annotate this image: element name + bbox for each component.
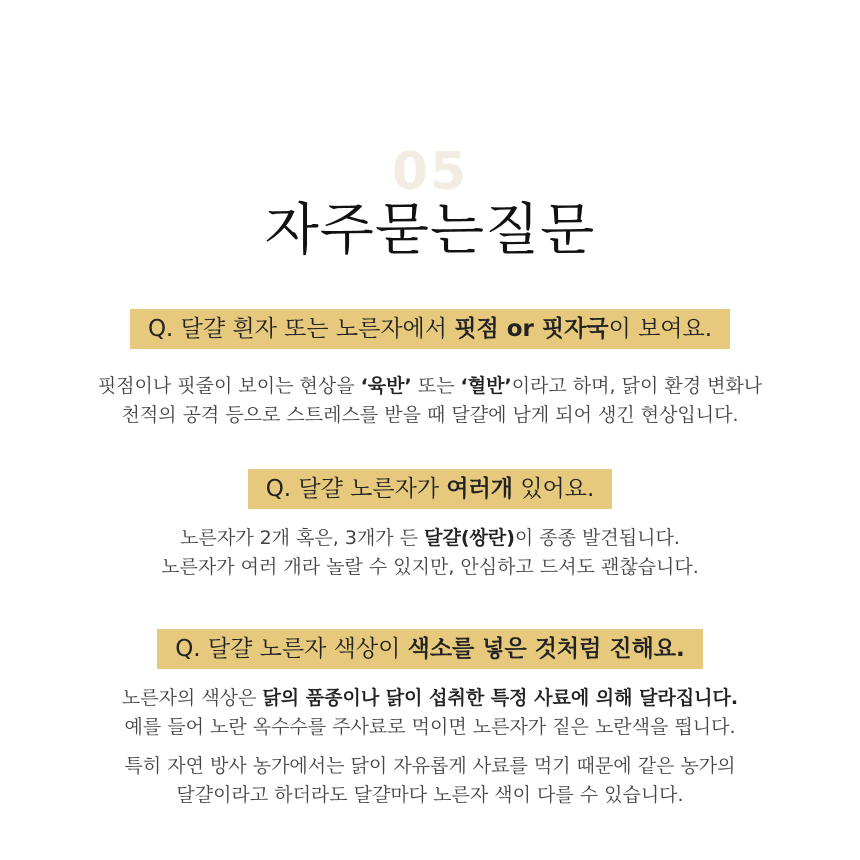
answer-emphasis: 닭의 품종이나 닭이 섭취한 특정 사료에 의해 달라집니다. (262, 687, 739, 709)
answer-line (0, 684, 860, 713)
faq-item (0, 629, 860, 810)
answer-line (0, 524, 860, 553)
answer-text: 이 종종 발견됩니다. (514, 527, 680, 549)
answer-emphasis: ‘혈반’ (460, 375, 512, 397)
answer-line (0, 372, 860, 401)
question-box (130, 309, 730, 349)
faq-item (0, 309, 860, 430)
answer-text: 노른자의 색상은 (121, 687, 263, 709)
answer-emphasis: ‘육반’ (360, 375, 412, 397)
answer-text: 핏점이나 핏줄이 보이는 현상을 (97, 375, 361, 397)
answer-text: 천적의 공격 등으로 스트레스를 받을 때 달걀에 남게 되어 생긴 현상입니다. (121, 404, 739, 426)
answer-text: 달걀이라고 하더라도 달걀마다 노른자 색이 다를 수 있습니다. (176, 784, 684, 806)
section-number: 05 (391, 142, 469, 202)
page-title: 자주묻는질문 (264, 198, 596, 263)
question-prefix: Q. 달걀 노른자가 (265, 476, 447, 502)
answer-line (0, 401, 860, 430)
answer-line (0, 752, 860, 781)
question-suffix: 있어요. (513, 476, 595, 502)
question-box (248, 469, 613, 509)
question-highlight: 여러개 (446, 476, 514, 502)
answer-emphasis: 달걀(쌍란) (424, 527, 515, 549)
answer-text: 노른자가 여러 개라 놀랄 수 있지만, 안심하고 드셔도 괜찮습니다. (161, 556, 699, 578)
answer-text: 노른자가 2개 혹은, 3개가 든 (180, 527, 425, 549)
question-prefix: Q. 달걀 노른자 색상이 (175, 636, 408, 662)
answer-text: 또는 (411, 375, 461, 397)
question-highlight: 색소를 넣은 것처럼 진해요. (407, 636, 685, 662)
question-prefix: Q. 달걀 흰자 또는 노른자에서 (147, 316, 455, 342)
answer-line (0, 713, 860, 742)
answer-text: 특히 자연 방사 농가에서는 닭이 자유롭게 사료를 먹기 때문에 같은 농가의 (124, 755, 736, 777)
answer-line (0, 553, 860, 582)
answer-text: 이라고 하며, 닭이 환경 변화나 (511, 375, 763, 397)
question-highlight: 핏점 or 핏자국 (454, 316, 609, 342)
answer-text: 예를 들어 노란 옥수수를 주사료로 먹이면 노른자가 짙은 노란색을 띕니다. (124, 716, 736, 738)
question-suffix: 이 보여요. (608, 316, 713, 342)
faq-item (0, 469, 860, 582)
question-box (157, 629, 703, 669)
answer-line (0, 781, 860, 810)
